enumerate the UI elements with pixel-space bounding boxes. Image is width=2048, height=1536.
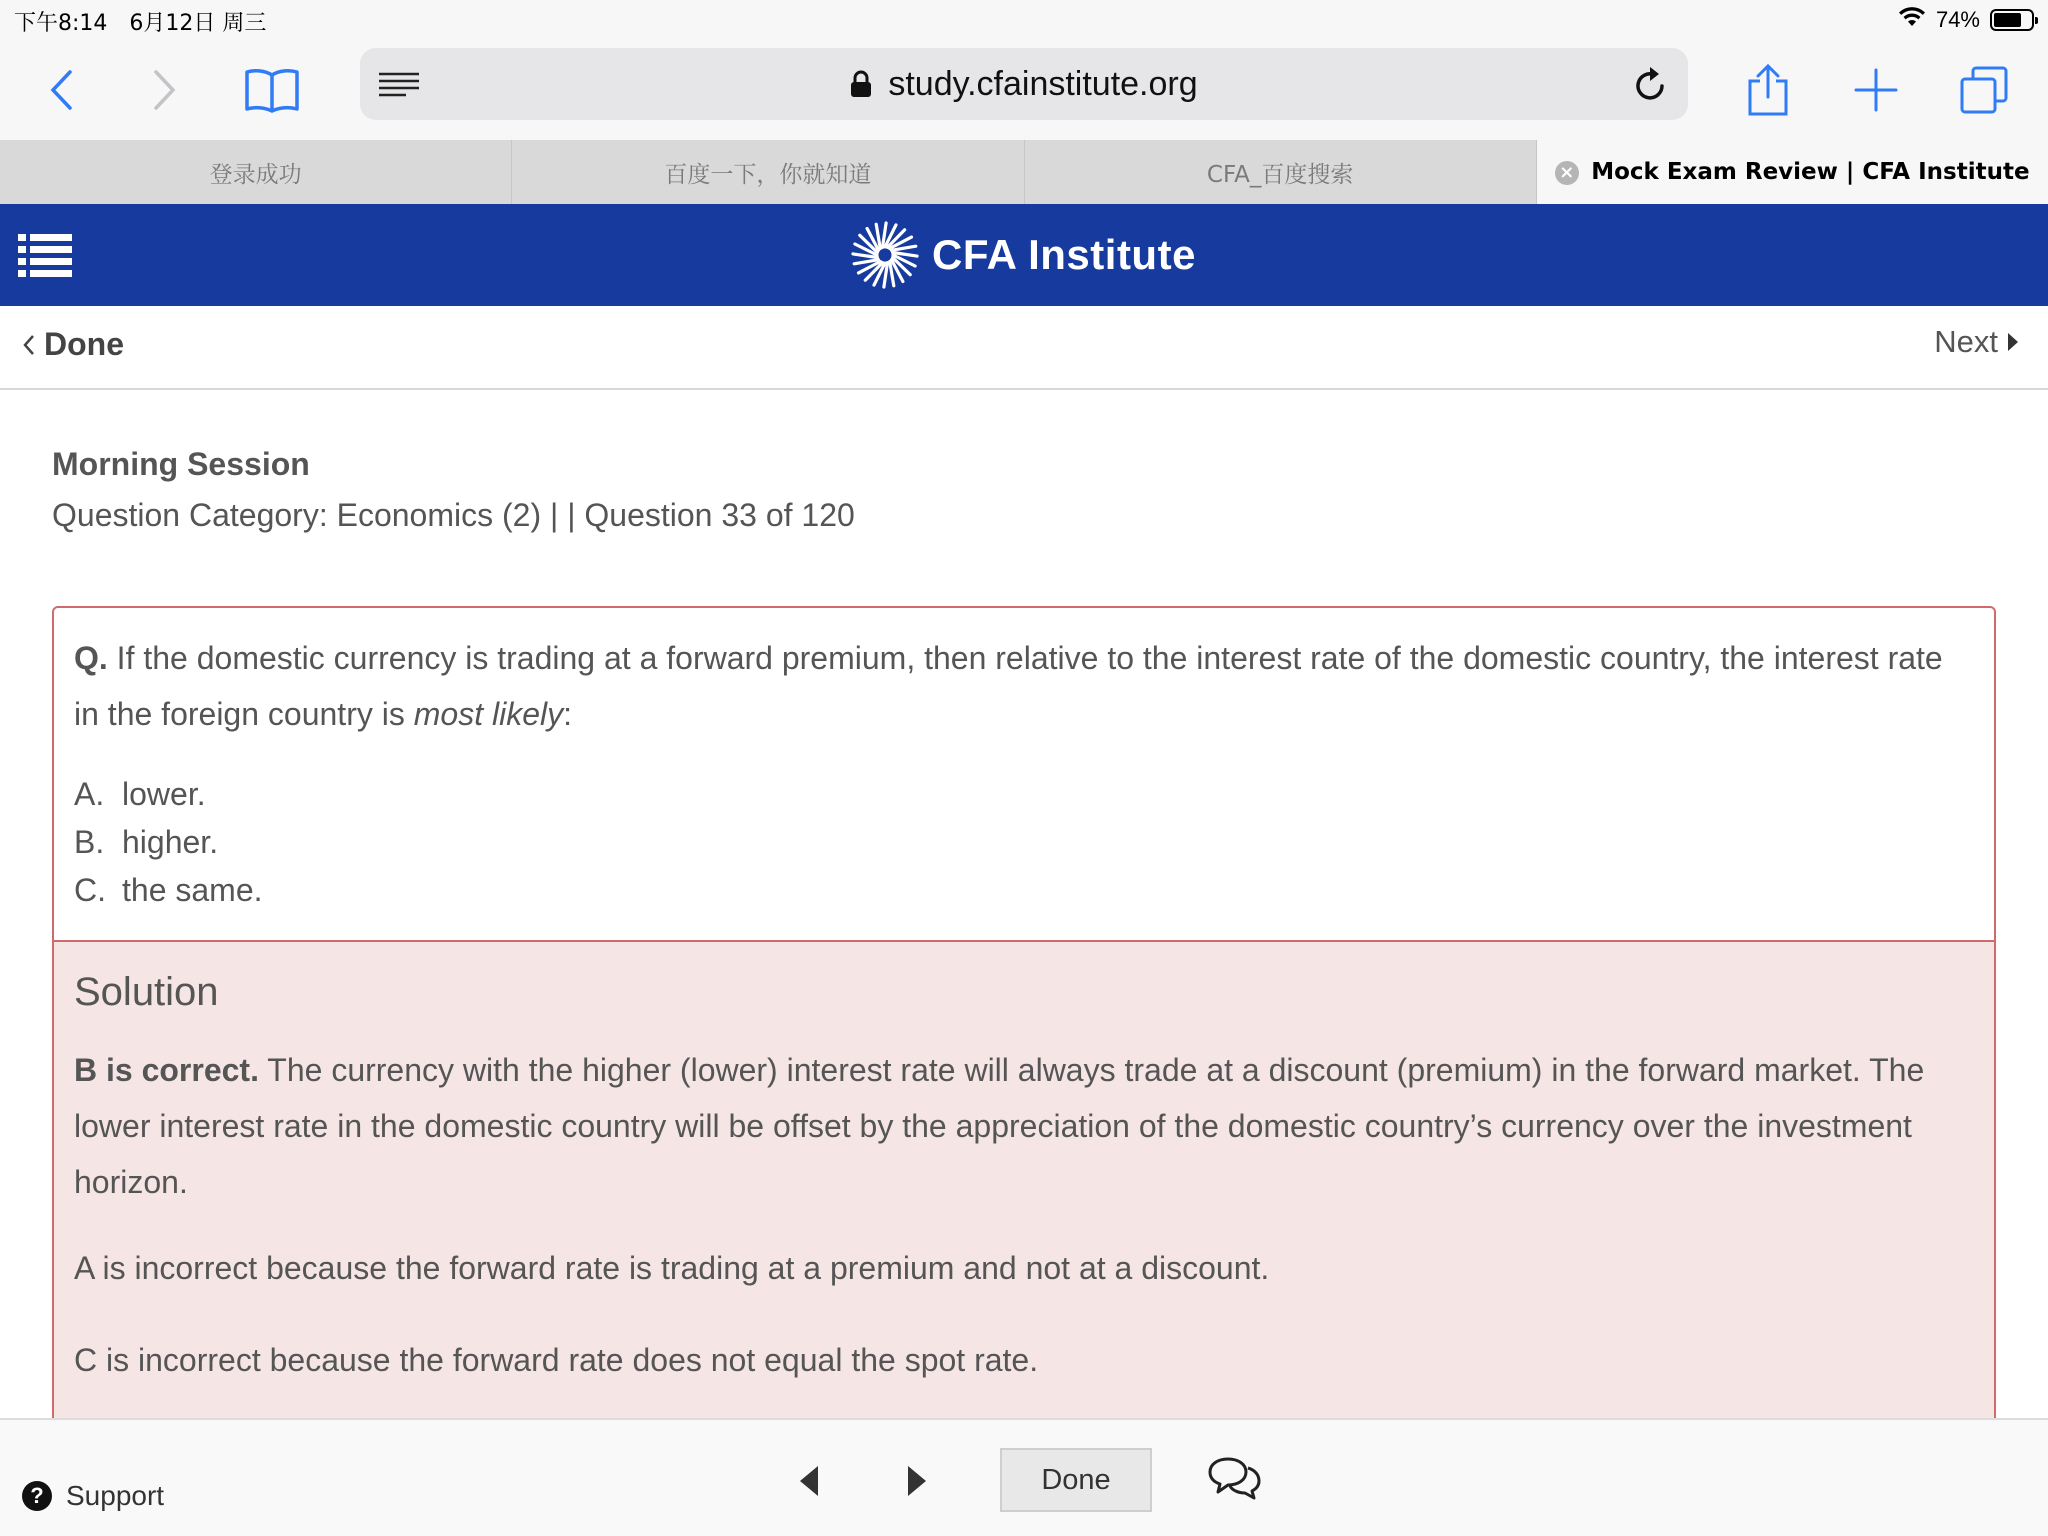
bookmarks-button[interactable] bbox=[240, 40, 304, 140]
question-category: Question Category: Economics (2) | | Question 33 of 120 bbox=[52, 497, 855, 533]
tab-login-success[interactable] bbox=[0, 140, 512, 204]
share-button[interactable] bbox=[1740, 40, 1796, 140]
tab-label: Mock Exam Review | CFA Institute bbox=[1591, 159, 2030, 185]
chevron-left-icon bbox=[48, 69, 74, 111]
status-left bbox=[14, 6, 266, 37]
book-icon bbox=[244, 67, 300, 113]
tab-cfa-search[interactable] bbox=[1025, 140, 1537, 204]
question-suffix: : bbox=[563, 696, 572, 732]
battery-level bbox=[1994, 13, 2021, 27]
next-label: Next bbox=[1934, 324, 1998, 359]
solution-explanation bbox=[74, 1042, 1974, 1210]
site-header bbox=[0, 204, 2048, 306]
status-bar bbox=[0, 0, 2048, 40]
next-link[interactable] bbox=[1934, 324, 2020, 360]
back-button[interactable] bbox=[36, 40, 86, 140]
tabs-icon bbox=[1959, 65, 2009, 115]
option-text: lower. bbox=[122, 776, 206, 812]
status-date: 6月12日 周三 bbox=[129, 11, 267, 36]
tab-baidu[interactable] bbox=[512, 140, 1024, 204]
brand-name: CFA Institute bbox=[932, 231, 1196, 278]
plus-icon bbox=[1854, 68, 1898, 112]
chat-bubbles-icon bbox=[1206, 1456, 1262, 1500]
cfa-starburst-icon bbox=[850, 220, 920, 290]
option-b bbox=[74, 824, 263, 872]
question-card bbox=[52, 606, 1996, 1536]
answer-options bbox=[74, 776, 263, 920]
browser-toolbar bbox=[0, 40, 2048, 140]
next-question-button[interactable] bbox=[908, 1466, 926, 1496]
tab-label: 登录成功 bbox=[209, 161, 302, 188]
reload-icon[interactable] bbox=[1632, 64, 1668, 104]
question-body: If the domestic currency is trading at a forward premium, then relative to the interest rate of the domestic country, the interest rate in the foreign country is bbox=[74, 640, 1943, 732]
solution-lead: B is correct. bbox=[74, 1052, 259, 1088]
solution-a-note: A is incorrect because the forward rate is trading at a premium and not at a discount. bbox=[74, 1250, 1270, 1286]
lock-icon bbox=[850, 70, 872, 98]
question-prefix: Q. bbox=[74, 640, 108, 676]
battery-icon bbox=[1990, 9, 2034, 31]
option-text: the same. bbox=[122, 872, 263, 908]
support-link[interactable] bbox=[22, 1480, 164, 1512]
option-letter: B. bbox=[74, 824, 105, 860]
done-button[interactable]: Done bbox=[1000, 1448, 1152, 1512]
menu-button[interactable] bbox=[18, 234, 72, 283]
close-tab-icon[interactable]: × bbox=[1555, 161, 1579, 185]
address-bar[interactable] bbox=[360, 48, 1688, 120]
chat-button[interactable] bbox=[1206, 1456, 1262, 1505]
share-icon bbox=[1746, 63, 1790, 117]
option-letter: A. bbox=[74, 776, 105, 812]
wifi-icon bbox=[1898, 6, 1926, 34]
tab-strip bbox=[0, 140, 2048, 204]
status-right bbox=[1898, 6, 2034, 34]
tab-mock-exam-review[interactable] bbox=[1537, 140, 2048, 204]
question-text bbox=[74, 630, 1974, 742]
url-text: study.cfainstitute.org bbox=[888, 64, 1198, 103]
option-letter: C. bbox=[74, 872, 106, 908]
new-tab-button[interactable] bbox=[1848, 40, 1904, 140]
solution-title: Solution bbox=[74, 970, 219, 1014]
status-time: 下午8:14 bbox=[14, 11, 108, 36]
option-c bbox=[74, 872, 263, 920]
session-title: Morning Session bbox=[52, 446, 310, 482]
bottom-toolbar bbox=[0, 1418, 2048, 1536]
chevron-left-icon bbox=[22, 334, 36, 356]
tabs-button[interactable] bbox=[1954, 40, 2014, 140]
solution-c-note: C is incorrect because the forward rate does not equal the spot rate. bbox=[74, 1342, 1039, 1378]
support-label: Support bbox=[66, 1480, 165, 1511]
option-a bbox=[74, 776, 263, 824]
previous-question-button[interactable] bbox=[800, 1466, 818, 1496]
question-emphasis: most likely bbox=[413, 696, 564, 732]
forward-button[interactable] bbox=[140, 40, 190, 140]
caret-right-icon bbox=[2006, 331, 2020, 353]
cfa-logo[interactable] bbox=[850, 222, 1196, 288]
done-label: Done bbox=[44, 326, 124, 362]
chevron-right-icon bbox=[152, 69, 178, 111]
help-icon: ? bbox=[22, 1481, 52, 1511]
url-display[interactable] bbox=[360, 48, 1688, 120]
list-menu-icon bbox=[18, 234, 72, 278]
battery-percent: 74% bbox=[1935, 7, 1980, 32]
tab-label: 百度一下，你就知道 bbox=[664, 161, 872, 188]
option-text: higher. bbox=[122, 824, 219, 860]
question-nav bbox=[0, 306, 2048, 390]
solution-body: The currency with the higher (lower) interest rate will always trade at a discount (premium) in the forward market. The lower interest rate in the domestic country will be offset by the appreciation of the domestic country’s currency over the investment horizon. bbox=[74, 1052, 1925, 1200]
tab-label: CFA_百度搜索 bbox=[1206, 161, 1354, 188]
done-link[interactable] bbox=[22, 326, 124, 363]
